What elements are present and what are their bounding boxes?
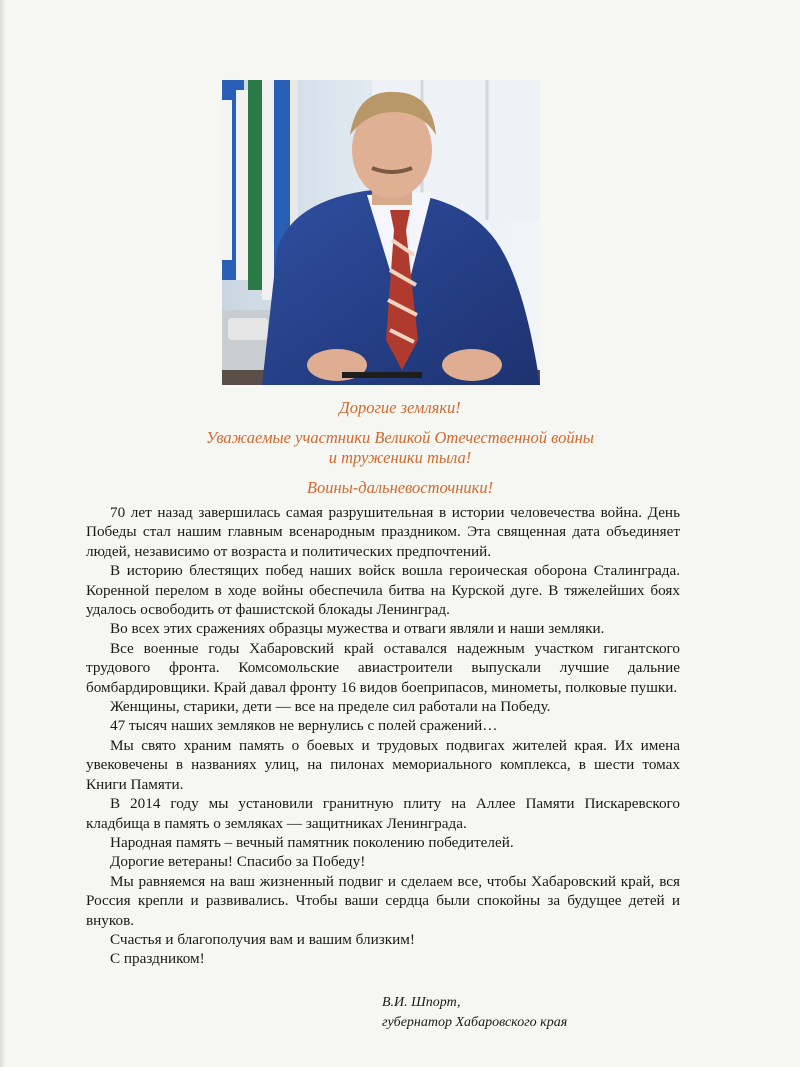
greeting-headings — [0, 398, 800, 498]
paragraph: Народная память – вечный памятник поколению победителей. — [110, 833, 514, 851]
paragraph: 47 тысяч наших земляков не вернулись с полей сражений… — [110, 717, 498, 735]
governor-portrait-photo — [222, 80, 540, 385]
paragraph: Женщины, старики, дети — все на пределе сил работали на Победу. — [110, 698, 551, 716]
paragraph: С праздником! — [110, 950, 205, 968]
signature-title: губернатор Хабаровского края — [382, 1015, 568, 1030]
signature-name: В.И. Шпорт, — [382, 995, 461, 1010]
signature-block — [382, 993, 567, 1033]
paragraph: Мы равняемся на ваш жизненный подвиг и сделаем все, чтобы Хабаровский край, вся Россия крепли и развивались. Чтобы ваши сердца были спокойны за будущее детей и внуков. — [86, 872, 680, 929]
greeting-veterans-line2: и труженики тыла! — [328, 448, 472, 467]
paragraph: В историю блестящих побед наших войск вошла героическая оборона Сталинграда. Коренной перелом в ходе войны обеспечила битва на Курской дуге. В тяжелейших боях удалось освободить от фашистской блокады Ленинград. — [86, 562, 680, 619]
page-edge-shadow — [0, 0, 6, 1067]
greeting-far-east-warriors: Воины-дальневосточники! — [306, 478, 494, 497]
paragraph: 70 лет назад завершилась самая разрушительная в истории человечества война. День Победы стал нашим главным всенародным праздником. Эта священная дата объединяет людей, независимо от возраста и политических предпочтений. — [86, 504, 680, 560]
paragraph: Счастья и благополучия вам и вашим близким! — [110, 930, 415, 948]
paragraph: Все военные годы Хабаровский край оставался надежным участком гигантского трудового фронта. Комсомольские авиастроители выпускали лучшие дальние бомбардировщики. Край давал фронту 16 видов боеприпасов, минометы, полковые пушки. — [86, 639, 680, 696]
greeting-veterans-line1: Уважаемые участники Великой Отечественной войны — [206, 428, 594, 447]
paragraph: Во всех этих сражениях образцы мужества и отваги являли и наши земляки. — [110, 620, 605, 638]
paragraph: В 2014 году мы установили гранитную плиту на Аллее Памяти Пискаревского кладбища в память о земляках — защитниках Ленинграда. — [86, 795, 680, 832]
paragraph: Дорогие ветераны! Спасибо за Победу! — [110, 853, 366, 871]
address-body — [86, 503, 680, 969]
greeting-countrymen: Дорогие земляки! — [339, 398, 461, 417]
paragraph: Мы свято храним память о боевых и трудовых подвигах жителей края. Их имена увековечены в названиях улиц, на пилонах мемориального комплекса, в шести томах Книги Памяти. — [86, 736, 680, 793]
